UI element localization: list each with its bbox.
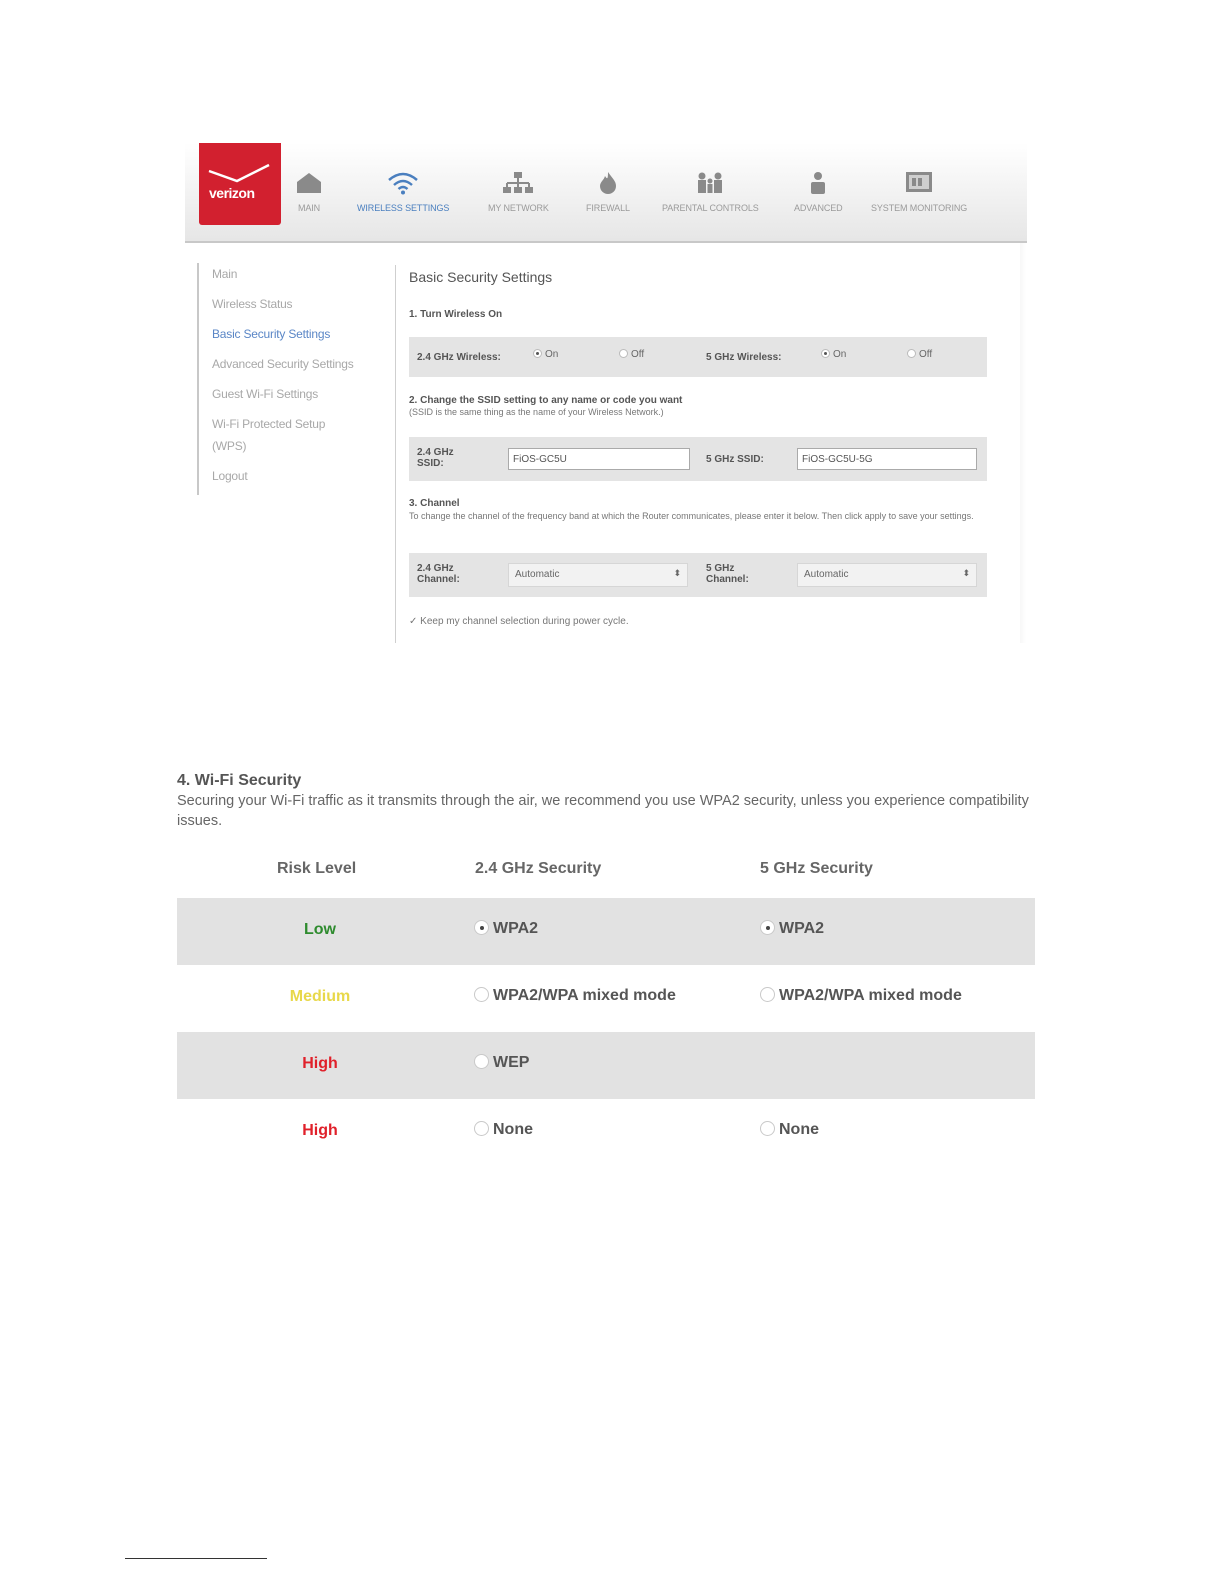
- option-label: WPA2/WPA mixed mode: [779, 987, 962, 1004]
- header-24ghz-security: 2.4 GHz Security: [475, 860, 602, 877]
- band5-on-radio[interactable]: [821, 349, 846, 360]
- nav-label: PARENTAL CONTROLS: [662, 203, 759, 213]
- radio-dot: [760, 1121, 775, 1136]
- footnote-divider: [125, 1558, 267, 1559]
- ssid5-input[interactable]: [797, 448, 977, 470]
- router-settings-screenshot: [185, 143, 1027, 643]
- wpa2-24-radio[interactable]: [474, 920, 538, 938]
- table-row: [177, 1099, 1035, 1166]
- section-heading: 3. Channel: [409, 498, 460, 509]
- section-description: Securing your Wi-Fi traffic as it transmits through the air, we recommend you use WPA2 security, unless you experience compatibility issues.: [177, 793, 1029, 829]
- risk-level-low: Low: [304, 921, 336, 938]
- nav-label: MAIN: [297, 203, 321, 213]
- nav-my-network[interactable]: [488, 171, 549, 213]
- section-description: To change the channel of the frequency band at which the Router communicates, please enter it below. Then click apply to save your settings.: [409, 511, 974, 521]
- radio-dot: [821, 349, 830, 358]
- header-5ghz-security: 5 GHz Security: [760, 860, 873, 877]
- band5-wireless-label: 5 GHz Wireless:: [706, 352, 782, 363]
- radio-dot: [533, 349, 542, 358]
- ch5-select[interactable]: [797, 563, 977, 587]
- none-24-radio[interactable]: [474, 1121, 533, 1139]
- band24-off-radio[interactable]: [619, 349, 644, 360]
- nav-parental-controls[interactable]: [662, 171, 759, 213]
- sidebar-item-basic-security[interactable]: Basic Security Settings: [212, 327, 331, 341]
- radio-dot: [619, 349, 628, 358]
- risk-level-high: High: [302, 1055, 338, 1072]
- nav-advanced[interactable]: [794, 171, 843, 213]
- nav-wireless-settings[interactable]: [357, 171, 449, 213]
- ch24-value: Automatic: [515, 569, 560, 580]
- ch24-label: 2.4 GHz Channel:: [417, 563, 460, 585]
- monitor-icon: [905, 171, 933, 195]
- radio-label: On: [545, 349, 559, 360]
- nav-system-monitoring[interactable]: [871, 171, 967, 213]
- wireless-toggle-row: [409, 337, 987, 377]
- nav-label: ADVANCED: [794, 203, 843, 213]
- mixed-5-radio[interactable]: [760, 987, 962, 1005]
- band24-wireless-label: 2.4 GHz Wireless:: [417, 352, 501, 363]
- page-title: Basic Security Settings: [409, 269, 553, 285]
- wep-24-radio[interactable]: [474, 1054, 529, 1072]
- brand-name: verizon: [209, 185, 255, 201]
- network-icon: [503, 171, 533, 195]
- section-description: (SSID is the same thing as the name of your Wireless Network.): [409, 407, 664, 417]
- section-heading: 1. Turn Wireless On: [409, 309, 503, 320]
- select-arrows-icon: ⬍: [962, 568, 970, 578]
- side-navigation: [197, 263, 387, 495]
- ssid-row: [409, 437, 987, 481]
- channel-row: [409, 553, 987, 597]
- option-label: WPA2: [493, 920, 539, 937]
- section-heading: 2. Change the SSID setting to any name or code you want: [409, 395, 683, 406]
- sidebar-item-advanced-security[interactable]: Advanced Security Settings: [212, 357, 354, 371]
- ch5-value: Automatic: [804, 569, 849, 580]
- wpa2-5-radio[interactable]: [760, 920, 824, 938]
- option-label: WPA2/WPA mixed mode: [493, 987, 676, 1004]
- radio-label: On: [833, 349, 847, 360]
- ch24-select[interactable]: [508, 563, 688, 587]
- radio-dot: [760, 987, 775, 1002]
- divider: [395, 265, 396, 643]
- option-label: WPA2: [779, 920, 825, 937]
- nav-label: WIRELESS SETTINGS: [357, 203, 450, 213]
- sidebar-item-guest-wifi[interactable]: Guest Wi-Fi Settings: [212, 387, 319, 401]
- band5-off-radio[interactable]: [907, 349, 932, 360]
- nav-label: MY NETWORK: [488, 203, 549, 213]
- option-label: WEP: [493, 1054, 530, 1071]
- sidebar-item-main[interactable]: Main: [212, 267, 238, 281]
- nav-label: SYSTEM MONITORING: [871, 203, 968, 213]
- verizon-logo[interactable]: [199, 143, 281, 225]
- radio-dot: [474, 1054, 489, 1069]
- band24-on-radio[interactable]: [533, 349, 558, 360]
- none-5-radio[interactable]: [760, 1121, 819, 1139]
- family-icon: [695, 171, 725, 195]
- person-icon: [807, 171, 829, 195]
- sidebar-item-wireless-status[interactable]: Wireless Status: [212, 297, 293, 311]
- wifi-icon: [387, 171, 419, 195]
- section-title: 4. Wi-Fi Security: [177, 772, 302, 789]
- radio-dot: [474, 987, 489, 1002]
- risk-level-high: High: [302, 1122, 338, 1139]
- ssid24-label: 2.4 GHz SSID:: [417, 447, 454, 469]
- keep-channel-checkbox[interactable]: [409, 616, 629, 627]
- ch5-label: 5 GHz Channel:: [706, 563, 749, 585]
- radio-dot: [907, 349, 916, 358]
- wifi-security-screenshot: [177, 768, 1035, 1158]
- flame-icon: [596, 171, 620, 195]
- mixed-24-radio[interactable]: [474, 987, 676, 1005]
- radio-dot: [760, 920, 775, 935]
- option-label: None: [493, 1121, 533, 1138]
- option-label: None: [779, 1121, 819, 1138]
- radio-label: Off: [631, 349, 645, 360]
- keep-channel-label: Keep my channel selection during power cycle.: [420, 616, 629, 627]
- sidebar-item-logout[interactable]: Logout: [212, 469, 248, 483]
- table-row: [177, 1032, 1035, 1099]
- ssid24-input[interactable]: [508, 448, 690, 470]
- top-navigation-bar: [185, 143, 1027, 243]
- sidebar-item-wps[interactable]: Wi-Fi Protected Setup (WPS): [212, 417, 326, 453]
- table-row: [177, 898, 1035, 965]
- nav-label: FIREWALL: [586, 203, 630, 213]
- select-arrows-icon: ⬍: [673, 568, 681, 578]
- risk-level-medium: Medium: [289, 988, 351, 1005]
- edge-shadow: [1020, 243, 1026, 643]
- nav-firewall[interactable]: [586, 171, 630, 213]
- radio-label: Off: [919, 349, 933, 360]
- house-icon: [295, 171, 323, 195]
- checkmark-icon: [207, 163, 271, 183]
- radio-dot: [474, 920, 489, 935]
- radio-dot: [474, 1121, 489, 1136]
- checkmark-icon: ✓: [409, 616, 418, 627]
- header-risk-level: Risk Level: [277, 860, 357, 877]
- table-row: [177, 965, 1035, 1032]
- ssid5-label: 5 GHz SSID:: [706, 454, 764, 465]
- nav-main[interactable]: [295, 171, 323, 213]
